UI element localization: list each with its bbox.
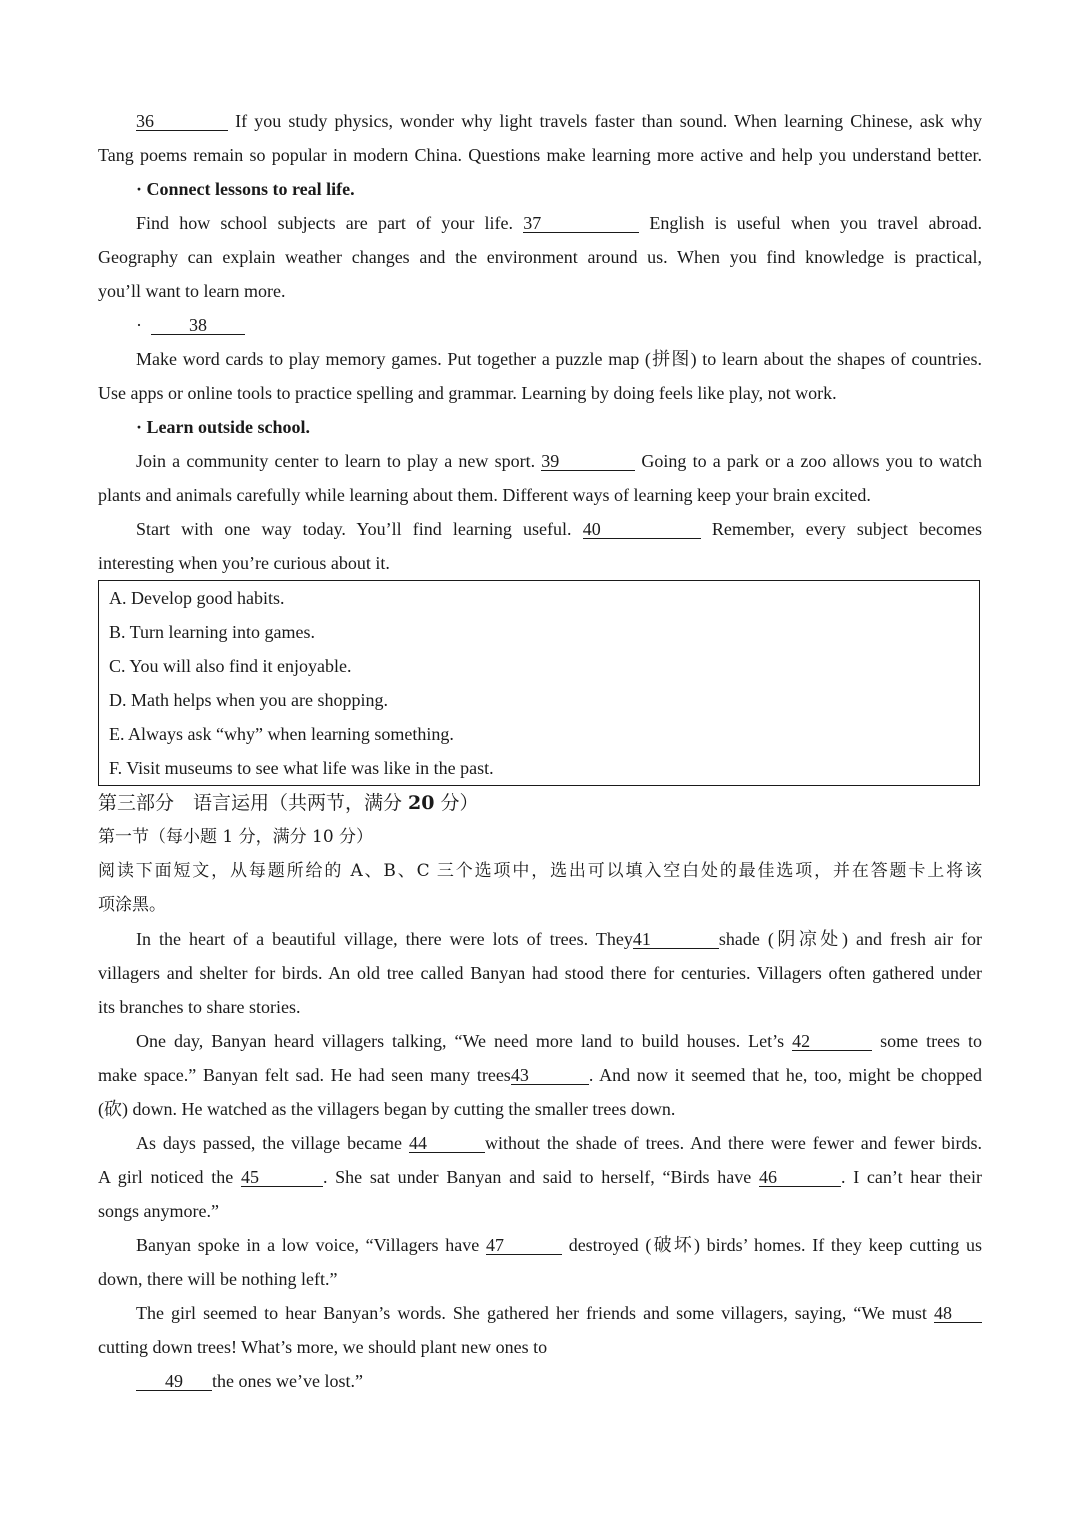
text: Find how school subjects are part of your life.: [136, 213, 513, 233]
paragraph-line: [98, 444, 982, 478]
text: Remember, every subject becomes: [711, 519, 982, 539]
subheading-connect: · Connect lessons to real life.: [136, 179, 355, 199]
option-b: B. Turn learning into games.: [109, 622, 315, 642]
text: One day, Banyan heard villagers talking, “We need more land to build houses. Let’s: [136, 1031, 785, 1051]
text: . She sat under Banyan and said to herself, “Birds have: [322, 1167, 752, 1187]
paragraph-line: [98, 1364, 982, 1398]
option-c: C. You will also find it enjoyable.: [109, 656, 352, 676]
subheading-outside: · Learn outside school.: [136, 417, 311, 437]
text: Going to a park or a zoo allows you to watch: [641, 451, 983, 471]
paragraph-line: down, there will be nothing left.”: [98, 1269, 338, 1289]
text: without the shade of trees. And there were fewer and fewer birds.: [485, 1133, 983, 1153]
paragraph-line: cutting down trees! What’s more, we should plant new ones to: [98, 1337, 548, 1357]
paragraph-line: songs anymore.”: [98, 1201, 219, 1221]
paragraph-line: [98, 1126, 982, 1160]
blank-41[interactable]: 41: [633, 930, 719, 949]
text: Start with one way today. You’ll find learning useful.: [136, 519, 572, 539]
text: In the heart of a beautiful village, there were lots of trees. They: [136, 929, 633, 949]
blank-38[interactable]: 38: [151, 316, 245, 335]
subheading-38: [98, 308, 982, 342]
paragraph-line: Tang poems remain so popular in modern China. Questions make learning more active and help you understand better.: [98, 145, 982, 165]
blank-45[interactable]: 45: [241, 1168, 323, 1187]
paragraph-line: [98, 104, 982, 138]
text: If you study physics, wonder why light travels faster than sound. When learning Chinese, ask why: [235, 111, 982, 131]
text: the ones we’ve lost.”: [212, 1371, 363, 1391]
paragraph-line: villagers and shelter for birds. An old tree called Banyan had stood there for centuries. Villagers often gathered under: [98, 963, 982, 983]
option-d: D. Math helps when you are shopping.: [109, 690, 388, 710]
paragraph-line: [98, 1228, 982, 1262]
option-a: A. Develop good habits.: [109, 588, 285, 608]
text: . And now it seemed that he, too, might be chopped: [588, 1065, 982, 1085]
text: shade (阴凉处) and fresh air for: [718, 929, 982, 949]
blank-43[interactable]: 43: [511, 1066, 589, 1085]
paragraph-line: (砍) down. He watched as the villagers began by cutting the smaller trees down.: [98, 1099, 676, 1119]
title-text: 分）: [434, 792, 479, 814]
bullet: ·: [136, 315, 142, 335]
instruction-line: 项涂黑。: [98, 895, 166, 915]
paragraph-line: [98, 1024, 982, 1058]
text: . I can’t hear their: [840, 1167, 983, 1187]
blank-37[interactable]: 37: [523, 214, 639, 233]
blank-36[interactable]: 36: [136, 112, 228, 131]
options-box: [98, 580, 980, 786]
section1-title: 第一节（每小题 1 分，满分 10 分）: [98, 827, 374, 847]
title-score: 20: [408, 792, 435, 814]
blank-39[interactable]: 39: [541, 452, 635, 471]
exam-page: [98, 104, 982, 1398]
blank-40[interactable]: 40: [583, 520, 701, 539]
text: Join a community center to learn to play a new sport.: [136, 451, 536, 471]
text: some trees to: [880, 1031, 983, 1051]
blank-49[interactable]: 49: [136, 1372, 212, 1391]
title-text: 第三部分 语言运用（共两节，满分: [98, 792, 409, 814]
blank-46[interactable]: 46: [759, 1168, 841, 1187]
paragraph-line: plants and animals carefully while learning about them. Different ways of learning keep your brain excited.: [98, 485, 871, 505]
text: A girl noticed the: [98, 1167, 234, 1187]
blank-48[interactable]: 48: [934, 1304, 982, 1323]
paragraph-line: Geography can explain weather changes and the environment around us. When you find knowledge is practical,: [98, 247, 982, 267]
text: The girl seemed to hear Banyan’s words. She gathered her friends and some villagers, saying, “We must: [136, 1303, 927, 1323]
paragraph-line: [98, 1058, 982, 1092]
text: Banyan spoke in a low voice, “Villagers have: [136, 1235, 480, 1255]
paragraph-line: you’ll want to learn more.: [98, 281, 286, 301]
paragraph-line: interesting when you’re curious about it.: [98, 553, 390, 573]
part3-title: [98, 786, 982, 820]
text: destroyed (破坏) birds’ homes. If they keep cutting us: [568, 1235, 983, 1255]
blank-47[interactable]: 47: [486, 1236, 562, 1255]
text: make space.” Banyan felt sad. He had seen many trees: [98, 1065, 511, 1085]
paragraph-line: [98, 922, 982, 956]
text: As days passed, the village became: [136, 1133, 403, 1153]
paragraph-line: its branches to share stories.: [98, 997, 301, 1017]
option-e: E. Always ask “why” when learning something.: [109, 724, 454, 744]
blank-42[interactable]: 42: [792, 1032, 872, 1051]
paragraph-line: [98, 512, 982, 546]
paragraph-line: Use apps or online tools to practice spelling and grammar. Learning by doing feels like play, not work.: [98, 383, 837, 403]
paragraph-line: [98, 1160, 982, 1194]
instruction-line: 阅读下面短文，从每题所给的 A、B、C 三个选项中，选出可以填入空白处的最佳选项，并在答题卡上将该: [98, 861, 982, 881]
text: English is useful when you travel abroad.: [649, 213, 983, 233]
option-f: F. Visit museums to see what life was like in the past.: [109, 758, 494, 778]
paragraph-line: Make word cards to play memory games. Put together a puzzle map (拼图) to learn about the shapes of countries.: [136, 349, 982, 369]
paragraph-line: [98, 206, 982, 240]
paragraph-line: [98, 1296, 982, 1330]
blank-44[interactable]: 44: [409, 1134, 485, 1153]
